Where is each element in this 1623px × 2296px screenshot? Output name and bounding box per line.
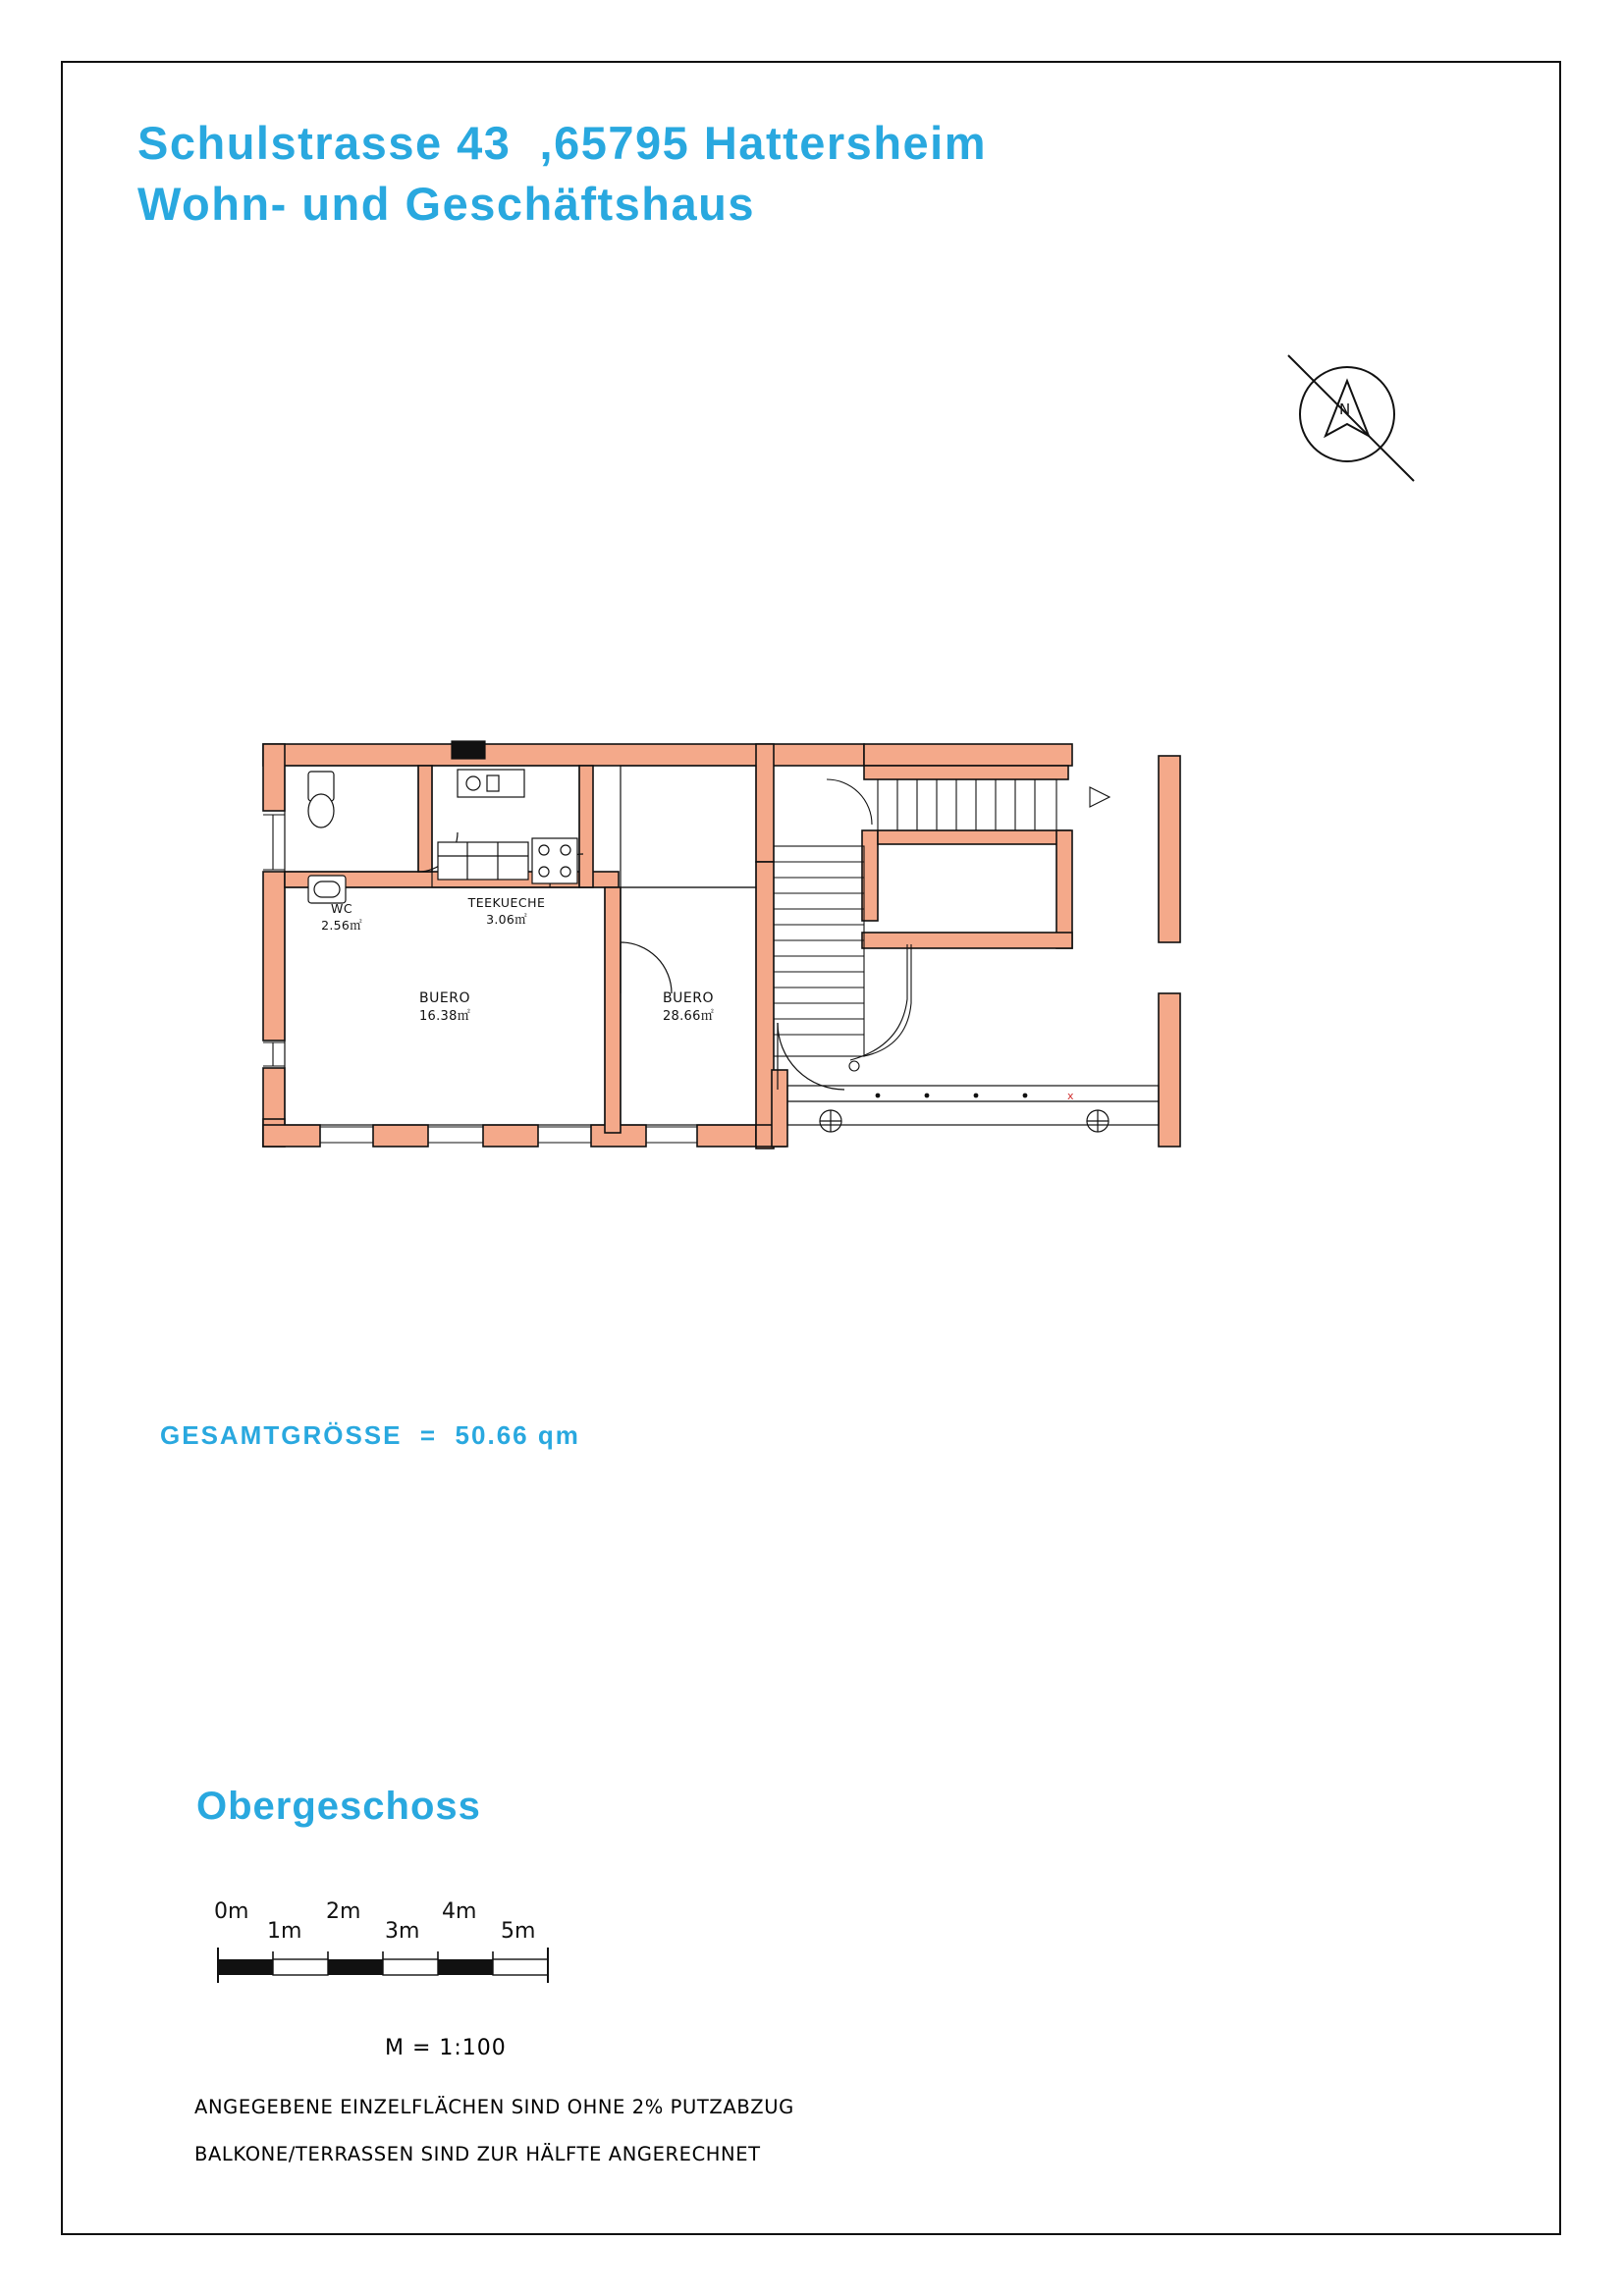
- title-block: [137, 113, 1414, 235]
- scale-tick-0: 0m: [214, 1899, 249, 1924]
- room-area: 28.66㎡: [662, 1008, 715, 1024]
- floor-name-label: Obergeschoss: [196, 1785, 481, 1828]
- room-label-buero-right: [624, 989, 752, 1025]
- scale-tick-1: 1m: [267, 1919, 302, 1944]
- page-title-line-1: Schulstrasse 43 ,65795 Hattersheim: [137, 117, 988, 169]
- scale-tick-4: 4m: [442, 1899, 477, 1924]
- room-name: BUERO: [663, 990, 714, 1006]
- footnote-1: ANGEGEBENE EINZELFLÄCHEN SIND OHNE 2% PUTZABZUG: [194, 2096, 794, 2118]
- scale-tick-5: 5m: [501, 1919, 536, 1944]
- room-area: 3.06㎡: [486, 911, 527, 927]
- room-area: 16.38㎡: [418, 1008, 471, 1024]
- footnote-2: BALKONE/TERRASSEN SIND ZUR HÄLFTE ANGERECHNET: [194, 2143, 761, 2165]
- svg-text:x: x: [1067, 1090, 1074, 1102]
- north-label: N: [1339, 400, 1351, 418]
- scale-tick-2: 2m: [326, 1899, 361, 1924]
- room-label-wc: [302, 901, 381, 934]
- room-name: BUERO: [419, 990, 470, 1006]
- scale-caption: M = 1:100: [385, 2036, 507, 2060]
- room-area: 2.56㎡: [321, 917, 362, 933]
- room-label-teekueche: [428, 895, 585, 929]
- scale-bar: [206, 1895, 658, 2052]
- floor-plan: [226, 736, 1384, 1345]
- scale-tick-3: 3m: [385, 1919, 420, 1944]
- room-name: WC: [330, 901, 353, 916]
- room-label-buero-left: [381, 989, 509, 1025]
- page-title-line-2: Wohn- und Geschäftshaus: [137, 178, 755, 231]
- room-name: TEEKUECHE: [467, 895, 546, 910]
- footnotes: [194, 2096, 1274, 2190]
- north-arrow: [1267, 334, 1443, 510]
- total-area-label: GESAMTGRÖSSE = 50.66 qm: [160, 1420, 580, 1450]
